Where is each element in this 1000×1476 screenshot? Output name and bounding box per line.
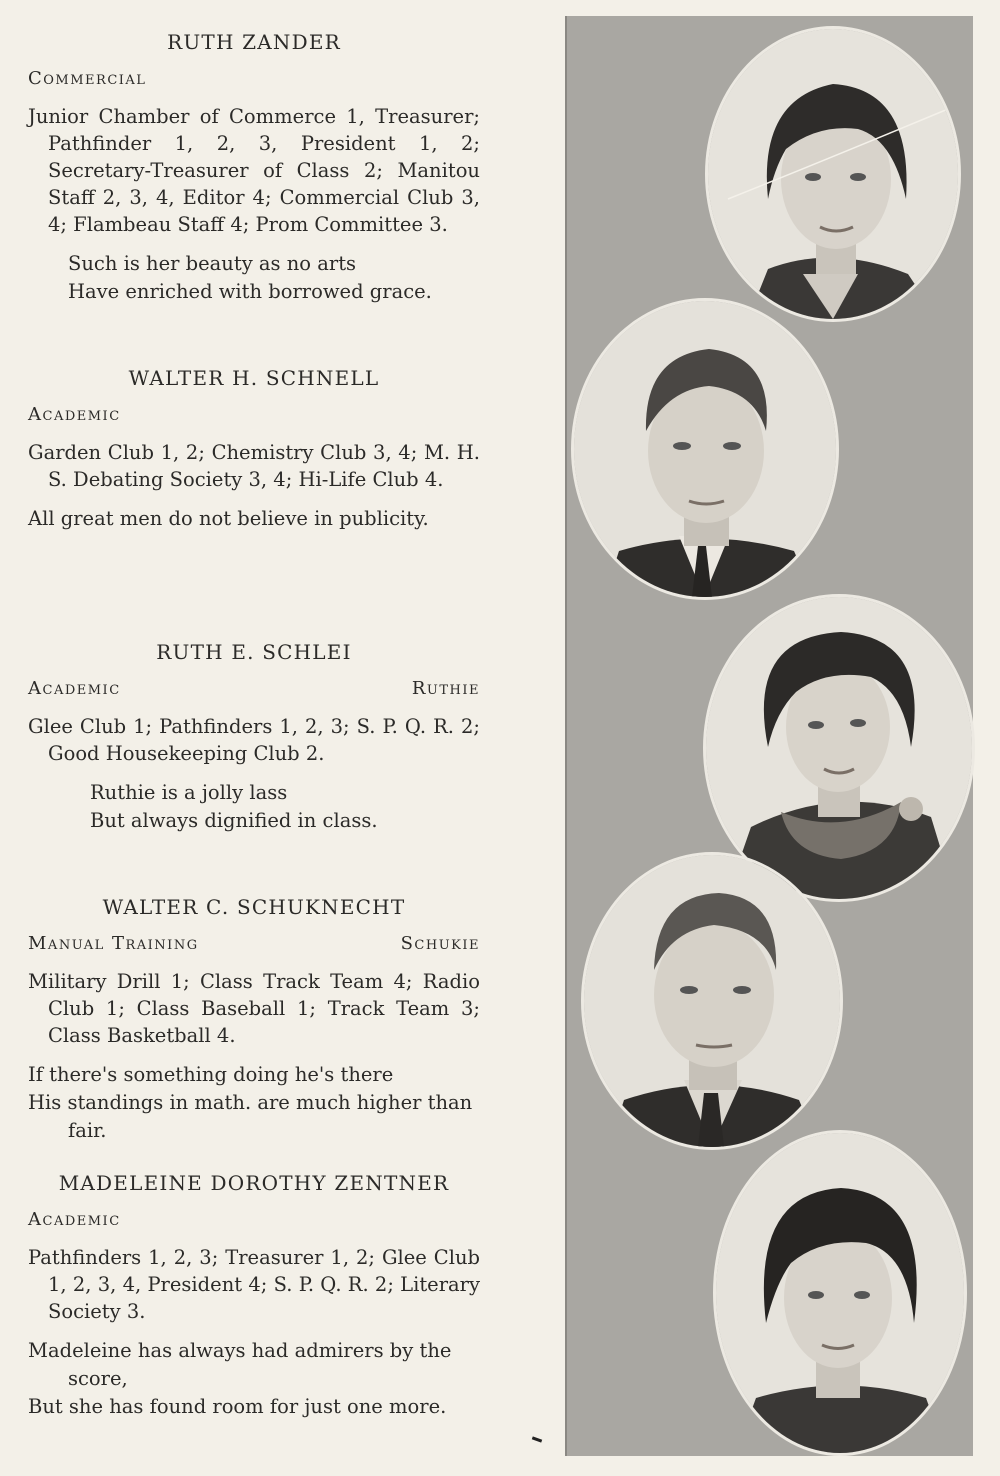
activities-text: Junior Chamber of Commerce 1, Treasurer; Pathfinder 1, 2, 3, President 1, 2; Secretary-Treasurer of Class 2; Manitou Staff 2, 3, 4, Editor 4; Commercial Club 3, 4; Flambeau Staff 4; Prom Committee 3.: [28, 105, 480, 236]
quote-line: But always dignified in class.: [90, 809, 378, 832]
student-name: WALTER H. SCHNELL: [128, 366, 380, 390]
course-label: Academic: [28, 678, 121, 699]
course-row: [28, 678, 480, 699]
student-name: RUTH E. SCHLEI: [156, 640, 352, 664]
portrait-walter-schnell: [571, 298, 839, 600]
senior-entry-ruth-schlei: [28, 640, 480, 835]
ink-speck: [532, 1436, 542, 1442]
activities-text: Pathfinders 1, 2, 3; Treasurer 1, 2; Glee Club 1, 2, 3, 4, President 4; S. P. Q. R. 2; Literary Society 3.: [28, 1246, 480, 1323]
course-row: [28, 404, 480, 425]
course-row: [28, 1209, 480, 1230]
quote-line: If there's something doing he's there: [28, 1063, 394, 1086]
portrait-ruth-zander: [705, 26, 961, 322]
senior-entry-ruth-zander: [28, 30, 480, 306]
portrait-madeleine-zentner: [713, 1130, 967, 1456]
course-label: Manual Training: [28, 933, 199, 954]
student-name: MADELEINE DOROTHY ZENTNER: [58, 1171, 450, 1195]
course-row: [28, 68, 480, 89]
nickname-label: Ruthie: [411, 678, 480, 699]
quote-line: Have enriched with borrowed grace.: [68, 280, 432, 303]
activities-text: Garden Club 1, 2; Chemistry Club 3, 4; M. H. S. Debating Society 3, 4; Hi-Life Club 4.: [28, 441, 480, 491]
quote-line: Such is her beauty as no arts: [68, 252, 357, 275]
nickname-label: Schukie: [400, 933, 480, 954]
activities-text: Military Drill 1; Class Track Team 4; Radio Club 1; Class Baseball 1; Track Team 3; Class Basketball 4.: [28, 970, 480, 1047]
portrait-strip: [565, 16, 973, 1456]
quote-line: Madeleine has always had admirers by the score,: [28, 1339, 452, 1390]
course-row: [28, 933, 480, 954]
senior-entry-madeleine-zentner: [28, 1171, 480, 1421]
course-label: Academic: [28, 404, 121, 425]
quote-line: All great men do not believe in publicity.: [28, 507, 429, 530]
quote-line: But she has found room for just one more.: [28, 1395, 447, 1418]
student-name: RUTH ZANDER: [167, 30, 341, 54]
activities-text: Glee Club 1; Pathfinders 1, 2, 3; S. P. Q. R. 2; Good Housekeeping Club 2.: [28, 715, 480, 765]
portrait-walter-schuknecht: [581, 852, 843, 1150]
student-name: WALTER C. SCHUKNECHT: [102, 895, 406, 919]
senior-entry-walter-schnell: [28, 366, 480, 533]
senior-entry-walter-schuknecht: [28, 895, 480, 1145]
quote-line: Ruthie is a jolly lass: [90, 781, 288, 804]
course-label: Academic: [28, 1209, 121, 1230]
quote-line: His standings in math. are much higher than fair.: [28, 1091, 473, 1142]
course-label: Commercial: [28, 68, 147, 89]
